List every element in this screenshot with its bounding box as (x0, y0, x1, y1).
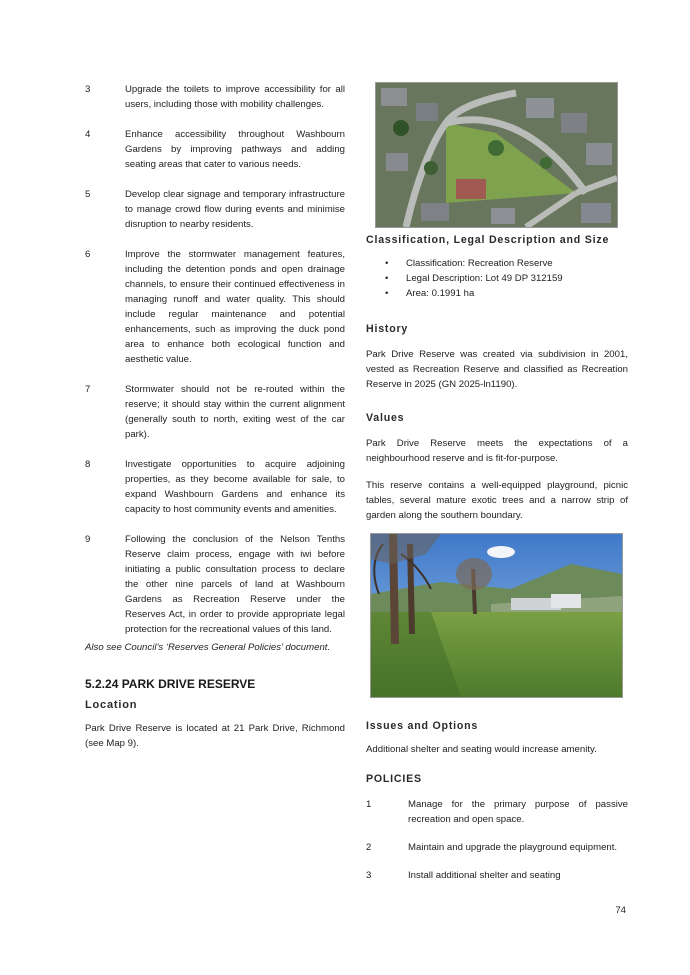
policies-heading: POLICIES (366, 773, 422, 785)
issues-heading: Issues and Options (366, 720, 479, 732)
aerial-photo (375, 82, 618, 228)
item-text: Investigate opportunities to acquire adjoining properties, as they become available for sale, to expand Washbourn Gardens and enhance its capacity to host community events and amenities. (125, 459, 345, 515)
park-photo (370, 533, 623, 698)
list-item: • Classification: Recreation Reserve (385, 258, 553, 269)
item-text: Upgrade the toilets to improve accessibility for all users, including those with mobility challenges. (125, 84, 345, 110)
section-title: 5.2.24 PARK DRIVE RESERVE (85, 677, 256, 691)
policy-text: Install additional shelter and seating (408, 870, 561, 881)
policy-item-8 (85, 457, 345, 517)
reference-note: Also see Council’s ‘Reserves General Policies’ document. (85, 642, 331, 653)
item-text: Following the conclusion of the Nelson Tenths Reserve claim process, engage with iwi before initiating a public consultation process to declare the other nine parcels of land at Washbourn Gardens as Recreation Reserve under the Reserves Act, in order to provide appropriate legal protection for the recreational values of this land. (125, 534, 345, 635)
policy-item-7 (85, 382, 345, 442)
item-number: 6 (85, 249, 91, 260)
history-text: Park Drive Reserve was created via subdivision in 2001, vested as Recreation Reserve and classified as Recreation Reserve in 2025 (GN 2025-ln1190). (366, 349, 628, 390)
issues-text: Additional shelter and seating would increase amenity. (366, 744, 597, 755)
item-number: 5 (85, 189, 91, 200)
item-number: 7 (85, 384, 91, 395)
policy-item-3 (366, 868, 628, 883)
page-number: 74 (615, 905, 626, 916)
list-item: • Area: 0.1991 ha (385, 288, 475, 299)
values-text-2: This reserve contains a well-equipped playground, picnic tables, several mature exotic trees and a narrow strip of garden along the southern boundary. (366, 480, 628, 521)
location-text: Park Drive Reserve is located at 21 Park Drive, Richmond (see Map 9). (85, 723, 345, 749)
policy-number: 3 (366, 870, 372, 881)
left-column (85, 82, 345, 751)
item-text: Stormwater should not be re-routed within the reserve; it should stay within the current alignment (generally south to north, exiting west of the car park). (125, 384, 345, 440)
policy-item-4 (85, 127, 345, 172)
item-text: Develop clear signage and temporary infrastructure to manage crowd flow during events and minimise disruption to nearby residents. (125, 189, 345, 230)
item-text: Enhance accessibility throughout Washbourn Gardens by improving pathways and adding seating areas that cater to various needs. (125, 129, 345, 170)
policy-number: 1 (366, 799, 372, 810)
policy-item-5 (85, 187, 345, 232)
policies-list (366, 797, 628, 883)
policy-item-9 (85, 532, 345, 637)
policy-item-1 (366, 797, 628, 827)
classification-heading: Classification, Legal Description and Size (366, 234, 610, 246)
item-number: 9 (85, 534, 91, 545)
policy-text: Maintain and upgrade the playground equipment. (408, 842, 618, 853)
policy-item-6 (85, 247, 345, 367)
item-number: 8 (85, 459, 91, 470)
policy-number: 2 (366, 842, 372, 853)
item-text: Improve the stormwater management features, including the detention ponds and open drainage channels, to ensure their continued effectiveness in managing runoff and water quality. This should include regular maintenance and potential enhancements, such as improving the duck pond area to enhance both ecological function and aesthetic value. (125, 249, 345, 365)
history-heading: History (366, 323, 409, 335)
list-item: • Legal Description: Lot 49 DP 312159 (385, 273, 563, 284)
values-text-1: Park Drive Reserve meets the expectations of a neighbourhood reserve and is fit-for-purpose. (366, 438, 628, 464)
policy-item-3 (85, 82, 345, 112)
item-number: 4 (85, 129, 91, 140)
classification-list (366, 256, 628, 301)
right-column (366, 82, 628, 896)
values-heading: Values (366, 412, 405, 424)
policy-item-2 (366, 840, 628, 855)
location-heading: Location (85, 699, 138, 711)
item-number: 3 (85, 84, 91, 95)
policy-text: Manage for the primary purpose of passive recreation and open space. (408, 799, 628, 825)
